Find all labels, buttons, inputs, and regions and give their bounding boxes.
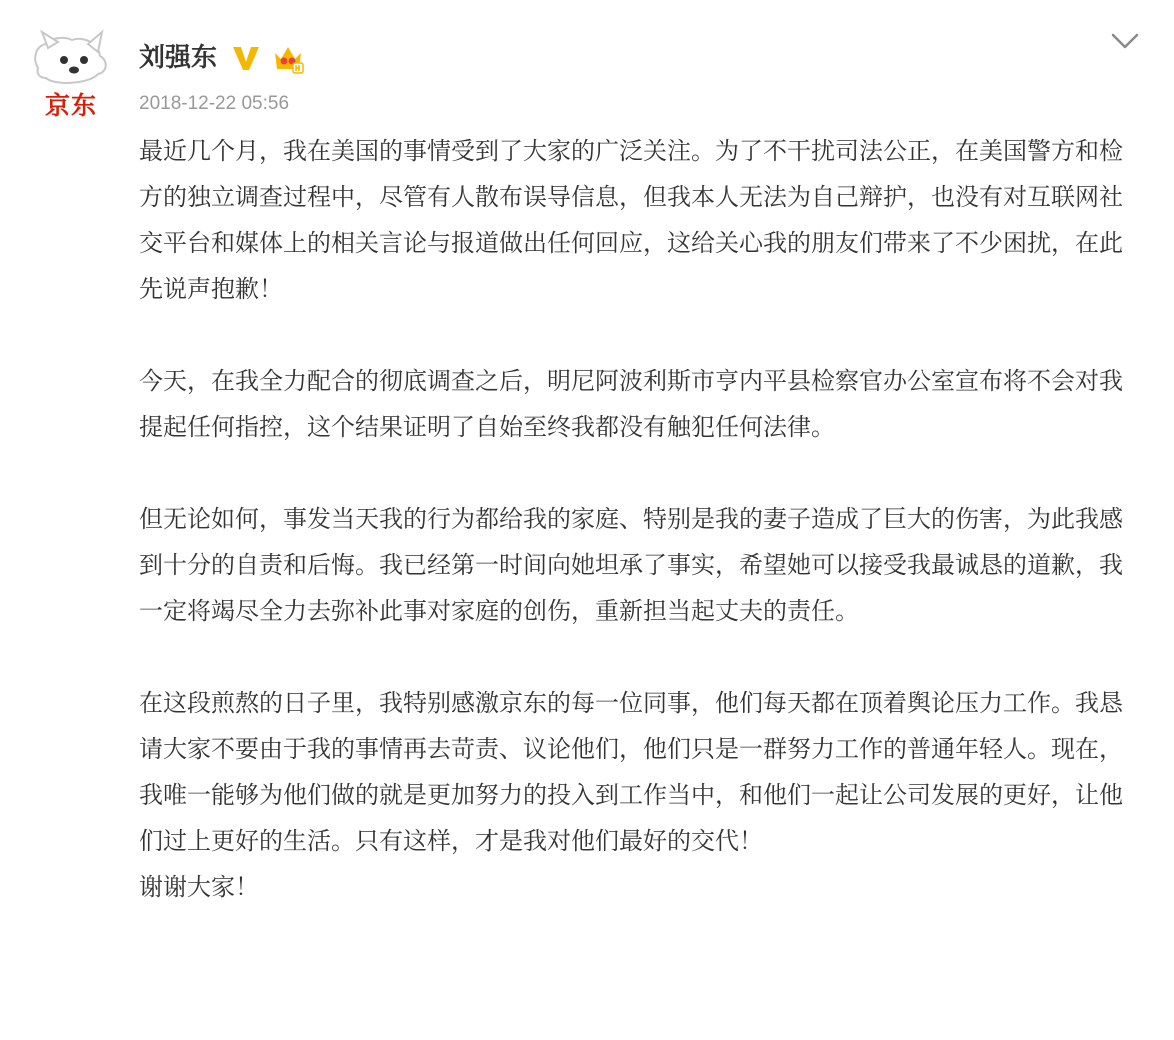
avatar[interactable] — [28, 28, 114, 128]
author-name[interactable]: 刘强东 — [139, 43, 218, 73]
jd-logo-text: 京东 — [44, 91, 97, 120]
post-paragraph-3: 但无论如何，事发当天我的行为都给我的家庭、特别是我的妻子造成了巨大的伤害，为此我感到十分的自责和后悔。我已经第一时间向她坦承了事实，希望她可以接受我最诚恳的道歉，我一定将竭尽全力去弥补此事对家庭的创伤，重新担当起丈夫的责任。 — [139, 505, 1123, 625]
crown-badge-icon[interactable] — [271, 41, 305, 75]
post-closing: 谢谢大家！ — [139, 873, 259, 901]
chevron-down-icon[interactable] — [1110, 30, 1140, 52]
post-timestamp[interactable]: 2018-12-22 05:56 — [139, 93, 290, 114]
verified-v-icon[interactable] — [231, 44, 261, 72]
post-paragraph-1: 最近几个月，我在美国的事情受到了大家的广泛关注。为了不干扰司法公正，在美国警方和检方的独立调查过程中，尽管有人散布误导信息，但我本人无法为自己辩护，也没有对互联网社交平台和媒体上的相关言论与报道做出任何回应，这给关心我的朋友们带来了不少困扰，在此先说声抱歉！ — [139, 137, 1123, 303]
post-paragraph-2: 今天，在我全力配合的彻底调查之后，明尼阿波利斯市亨内平县检察官办公室宣布将不会对我提起任何指控，这个结果证明了自始至终我都没有触犯任何法律。 — [139, 367, 1123, 441]
author-header — [139, 38, 305, 78]
post-paragraph-4: 在这段煎熬的日子里，我特别感激京东的每一位同事，他们每天都在顶着舆论压力工作。我恳请大家不要由于我的事情再去苛责、议论他们，他们只是一群努力工作的普通年轻人。现在，我唯一能够为他们做的就是更加努力的投入到工作当中，和他们一起让公司发展的更好，让他们过上更好的生活。只有这样，才是我对他们最好的交代！ — [139, 689, 1123, 855]
post-content — [139, 128, 1129, 910]
jd-dog-logo-icon — [28, 28, 114, 92]
